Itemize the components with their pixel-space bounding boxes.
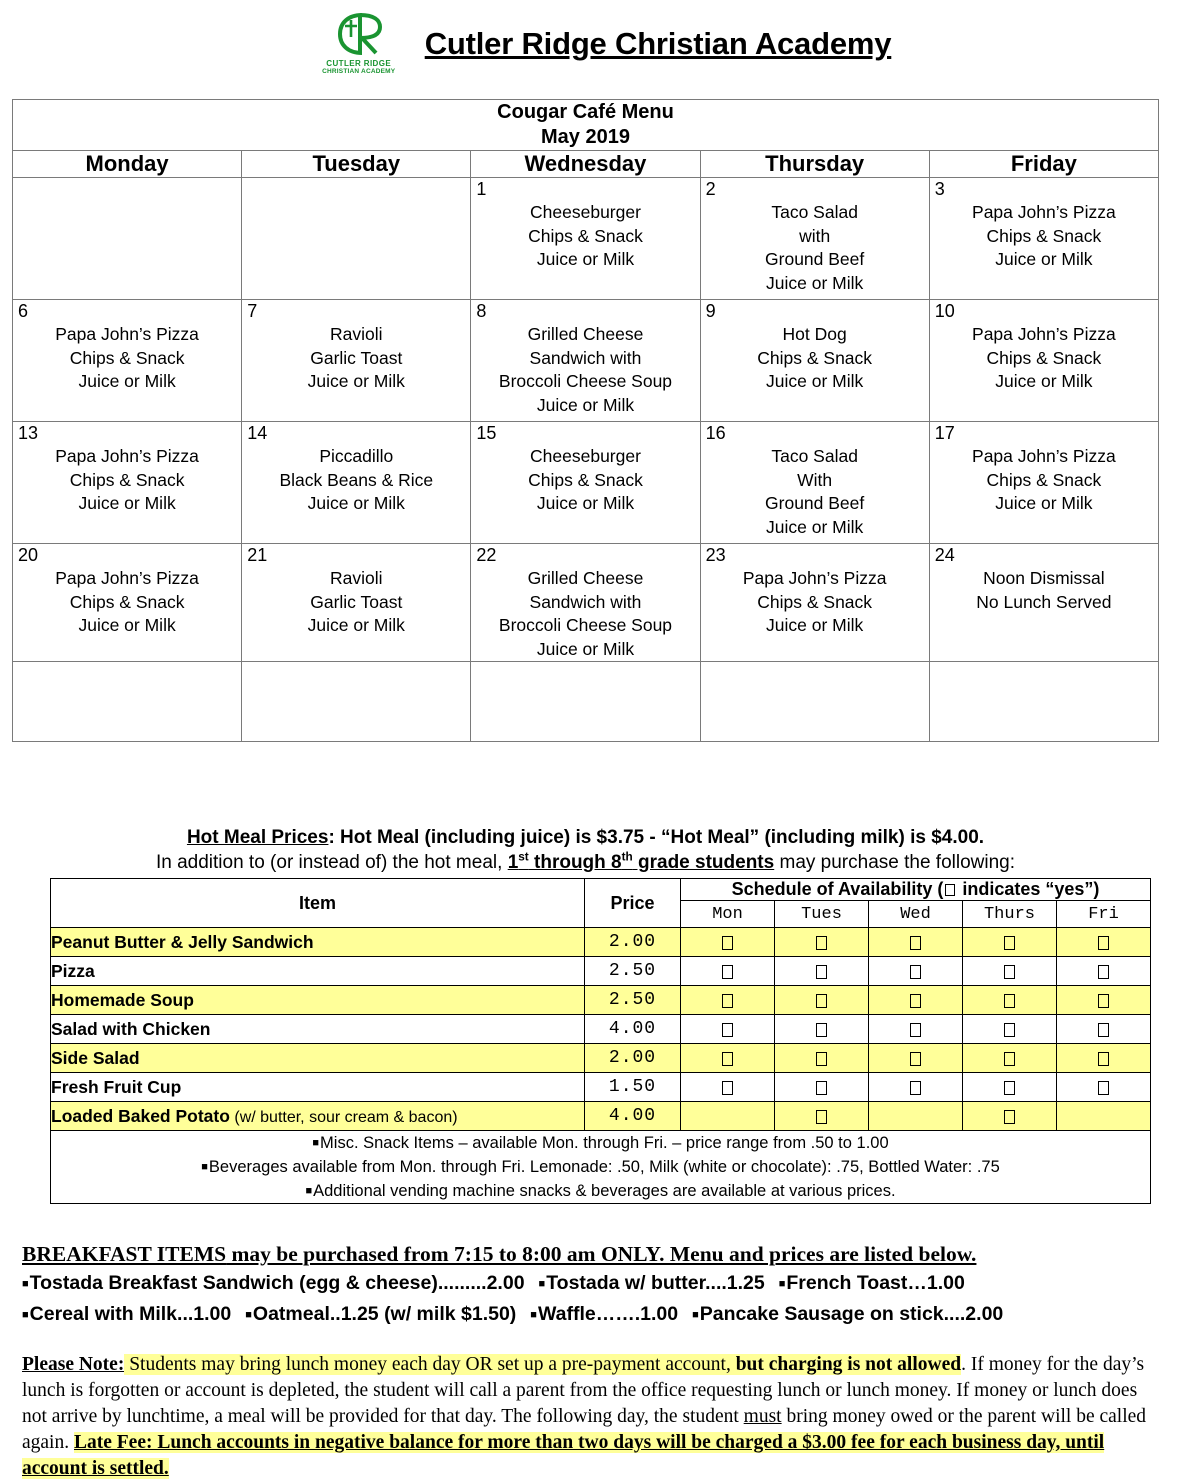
- checkbox-icon[interactable]: [816, 994, 827, 1008]
- calendar-week-row: [13, 300, 1159, 422]
- day-header-monday: Monday: [13, 151, 242, 178]
- calendar-menu-items: [930, 178, 1158, 272]
- day-header-tuesday: Tuesday: [242, 151, 471, 178]
- availability-checkbox-cell[interactable]: [775, 986, 869, 1015]
- calendar-menu-item: Juice or Milk: [78, 493, 176, 513]
- calendar-menu-item: Ground Beef: [765, 249, 865, 269]
- calendar-empty-cell: [13, 662, 242, 742]
- square-bullet-icon: ■: [530, 1309, 537, 1321]
- breakfast-item: French Toast…1.00: [786, 1272, 965, 1294]
- availability-checkbox-cell[interactable]: [681, 1073, 775, 1102]
- breakfast-item: Tostada Breakfast Sandwich (egg & cheese).........2.00: [29, 1272, 525, 1294]
- calendar-menu-items: [930, 422, 1158, 516]
- availability-header-row: [51, 879, 1151, 901]
- calendar-menu-item: Taco Salad: [771, 446, 858, 466]
- calendar-day-number: 1: [476, 179, 487, 199]
- availability-table: [50, 878, 1151, 1204]
- availability-empty-cell: [681, 1102, 775, 1131]
- calendar-menu-items: [13, 300, 241, 394]
- calendar-day-number: 20: [18, 545, 39, 565]
- calendar-day-cell: [471, 300, 700, 422]
- calendar-menu-item: Juice or Milk: [766, 516, 864, 537]
- day-col-mon: Mon: [681, 901, 775, 928]
- calendar-title-line-2: May 2019: [541, 126, 630, 148]
- calendar-day-cell: [242, 422, 471, 544]
- calendar-menu-item: Ground Beef: [765, 493, 865, 513]
- checkbox-icon[interactable]: [1098, 1023, 1109, 1037]
- checkbox-icon[interactable]: [910, 994, 921, 1008]
- calendar-body: [13, 178, 1159, 742]
- checkbox-icon[interactable]: [816, 1052, 827, 1066]
- availability-checkbox-cell[interactable]: [1057, 928, 1151, 957]
- breakfast-section: [22, 1240, 1162, 1330]
- calendar-menu-item: No Lunch Served: [976, 591, 1112, 612]
- availability-checkbox-cell[interactable]: [963, 1015, 1057, 1044]
- please-note-label: Please Note:: [22, 1354, 125, 1375]
- calendar-menu-item: Juice or Milk: [307, 615, 405, 635]
- checkbox-icon[interactable]: [1004, 1110, 1015, 1124]
- day-col-thurs: Thurs: [963, 901, 1057, 928]
- calendar-week-row: [13, 662, 1159, 742]
- calendar-menu-item: Chips & Snack: [69, 591, 185, 612]
- calendar-menu-item: Papa John’s Pizza: [55, 324, 199, 344]
- square-bullet-icon: ■: [22, 1309, 29, 1321]
- column-header-schedule: [681, 879, 1151, 901]
- availability-item-price: 1.50: [585, 1073, 681, 1102]
- availability-checkbox-cell[interactable]: [963, 1102, 1057, 1131]
- breakfast-items-line-1: [22, 1268, 1162, 1299]
- availability-checkbox-cell[interactable]: [775, 1015, 869, 1044]
- checkbox-icon[interactable]: [1004, 1052, 1015, 1066]
- page-header: [0, 0, 1200, 88]
- checkbox-icon[interactable]: [910, 936, 921, 950]
- calendar-menu-item: Juice or Milk: [78, 371, 176, 391]
- calendar-day-cell: [242, 544, 471, 662]
- calendar-menu-items: [930, 300, 1158, 394]
- calendar-menu-item: Juice or Milk: [536, 493, 635, 513]
- calendar-day-number: 21: [247, 545, 268, 565]
- breakfast-item: Waffle…….1.00: [537, 1303, 679, 1325]
- availability-checkbox-cell[interactable]: [775, 1073, 869, 1102]
- availability-checkbox-cell[interactable]: [869, 957, 963, 986]
- availability-checkbox-cell[interactable]: [963, 1073, 1057, 1102]
- column-header-price: Price: [585, 879, 681, 928]
- calendar-menu-item: Juice or Milk: [995, 493, 1093, 513]
- availability-checkbox-cell[interactable]: [681, 986, 775, 1015]
- calendar-menu-items: [13, 544, 241, 638]
- availability-row: [51, 1102, 1151, 1131]
- availability-checkbox-cell[interactable]: [775, 1102, 869, 1131]
- calendar-menu-item: Chips & Snack: [757, 347, 873, 368]
- calendar-menu-item: Chips & Snack: [986, 469, 1102, 490]
- availability-item-price: 2.50: [585, 957, 681, 986]
- availability-checkbox-cell[interactable]: [869, 1073, 963, 1102]
- availability-item-price: 2.50: [585, 986, 681, 1015]
- calendar-menu-item: Juice or Milk: [78, 615, 176, 635]
- availability-item-price: 2.00: [585, 928, 681, 957]
- calendar-menu-item: Juice or Milk: [536, 249, 635, 269]
- calendar-menu-item: Chips & Snack: [69, 347, 185, 368]
- checkbox-icon[interactable]: [1004, 1023, 1015, 1037]
- availability-notes: [51, 1131, 1151, 1204]
- calendar-day-number: 9: [705, 301, 716, 321]
- calendar-menu-item: Cheeseburger: [530, 202, 641, 222]
- square-bullet-icon: ■: [692, 1309, 699, 1321]
- logo-line-1: CUTLER RIDGE: [326, 58, 392, 68]
- day-header-thursday: Thursday: [700, 151, 929, 178]
- availability-item-name: Pizza: [51, 957, 585, 986]
- availability-item-name: Side Salad: [51, 1044, 585, 1073]
- breakfast-item: Cereal with Milk...1.00: [29, 1303, 232, 1325]
- calendar-menu-items: [13, 422, 241, 516]
- calendar-menu-item: Chips & Snack: [528, 225, 643, 246]
- calendar-menu-items: [471, 422, 699, 516]
- availability-checkbox-cell[interactable]: [681, 1044, 775, 1073]
- calendar-day-number: 7: [247, 301, 258, 321]
- availability-empty-cell: [869, 1102, 963, 1131]
- calendar-menu-item: Papa John’s Pizza: [55, 568, 199, 588]
- calendar-menu-item: Chips & Snack: [528, 469, 643, 490]
- calendar-menu-items: [701, 544, 929, 638]
- calendar-menu-item: Noon Dismissal: [983, 568, 1105, 588]
- school-logo: [319, 8, 399, 80]
- breakfast-item: Pancake Sausage on stick....2.00: [699, 1303, 1004, 1325]
- calendar-day-cell: [13, 422, 242, 544]
- calendar-menu-items: [471, 178, 699, 272]
- logo-line-2: CHRISTIAN ACADEMY: [322, 67, 396, 75]
- calendar-day-cell: [13, 300, 242, 422]
- calendar-menu-item: Black Beans & Rice: [279, 469, 434, 490]
- availability-checkbox-cell[interactable]: [1057, 986, 1151, 1015]
- breakfast-heading: [22, 1240, 1162, 1268]
- availability-checkbox-cell[interactable]: [869, 986, 963, 1015]
- calendar-menu-items: [930, 544, 1158, 614]
- checkbox-icon[interactable]: [722, 936, 733, 950]
- availability-checkbox-cell[interactable]: [681, 1015, 775, 1044]
- hot-meal-prices: [12, 825, 1159, 876]
- calendar-day-cell: [929, 178, 1158, 300]
- availability-item-price: 4.00: [585, 1102, 681, 1131]
- calendar-menu-item: Juice or Milk: [307, 371, 405, 391]
- square-bullet-icon: ■: [312, 1137, 320, 1149]
- square-bullet-icon: ■: [22, 1278, 29, 1290]
- calendar-menu-item: Juice or Milk: [766, 371, 864, 391]
- calendar-menu-item: Garlic Toast: [310, 591, 403, 612]
- calendar-menu-item: With: [797, 469, 833, 490]
- calendar-menu-item: Papa John’s Pizza: [742, 568, 887, 588]
- calendar-menu-item: Papa John’s Pizza: [972, 446, 1116, 466]
- calendar-day-number: 2: [705, 179, 716, 199]
- calendar-day-number: 10: [934, 301, 955, 321]
- availability-item-price: 4.00: [585, 1015, 681, 1044]
- calendar-empty-cell: [471, 662, 700, 742]
- availability-item-name: Fresh Fruit Cup: [51, 1073, 585, 1102]
- calendar-menu-item: Ravioli: [330, 568, 383, 588]
- calendar-day-cell: [13, 544, 242, 662]
- checkbox-icon[interactable]: [722, 1081, 733, 1095]
- availability-checkbox-cell[interactable]: [963, 986, 1057, 1015]
- availability-note-line: ■Misc. Snack Items – available Mon. through Fri. – price range from .50 to 1.00: [312, 1134, 889, 1152]
- calendar-menu-item: Garlic Toast: [310, 347, 403, 368]
- hot-meal-purchase-line: [12, 850, 1159, 876]
- calendar-day-cell: [929, 544, 1158, 662]
- calendar-menu-item: Chips & Snack: [986, 225, 1102, 246]
- calendar-week-row: [13, 544, 1159, 662]
- day-col-tues: Tues: [775, 901, 869, 928]
- checkbox-icon[interactable]: [1098, 994, 1109, 1008]
- hot-meal-price-text: : Hot Meal (including juice) is $3.75 - “Hot Meal” (including milk) is $4.00.: [328, 827, 985, 848]
- calendar-day-cell: [700, 300, 929, 422]
- hot-meal-prices-label: Hot Meal Prices: [186, 827, 329, 848]
- availability-empty-cell: [1057, 1102, 1151, 1131]
- grade-range-label: 1st through 8th grade students: [507, 850, 775, 873]
- calendar-day-cell: [700, 544, 929, 662]
- calendar-menu-item: Ravioli: [330, 324, 383, 344]
- calendar-menu-item: Grilled Cheese: [527, 324, 644, 344]
- calendar-day-cell: [700, 178, 929, 300]
- calendar-empty-cell: [700, 662, 929, 742]
- calendar-menu-items: [242, 544, 470, 638]
- calendar-week-row: [13, 422, 1159, 544]
- calendar-menu-item: Papa John’s Pizza: [972, 324, 1116, 344]
- calendar-day-cell: [242, 300, 471, 422]
- calendar-day-number: 16: [705, 423, 726, 443]
- availability-checkbox-cell[interactable]: [869, 1044, 963, 1073]
- calendar-day-number: 3: [934, 179, 945, 199]
- availability-note-line: ■Additional vending machine snacks & beverages are available at various prices.: [305, 1182, 896, 1200]
- availability-checkbox-cell[interactable]: [963, 957, 1057, 986]
- calendar-menu-item: Piccadillo: [319, 446, 394, 466]
- calendar-menu-item: Papa John’s Pizza: [55, 446, 199, 466]
- calendar-menu-items: [471, 544, 699, 661]
- checkbox-icon[interactable]: [910, 1052, 921, 1066]
- calendar-menu-item: Juice or Milk: [766, 615, 864, 635]
- calendar-menu-item: Juice or Milk: [995, 371, 1093, 391]
- calendar-menu-item: Taco Salad: [771, 202, 858, 222]
- please-note-must: must: [743, 1406, 782, 1427]
- please-note-seg1: Students may bring lunch money each day OR set up a pre-payment account,: [124, 1354, 736, 1375]
- hot-meal-price-line: [12, 825, 1159, 850]
- please-note-seg3: . If money for the day’s lunch is forgotten or account is depleted, the student will call a parent from the office requesting lunch or lunch money. If money or lunch does not arrive by lunchtime, a meal will be provided for that day. The following day, the student: [22, 1354, 1145, 1427]
- availability-checkbox-cell[interactable]: [775, 957, 869, 986]
- calendar-day-cell: [929, 422, 1158, 544]
- availability-checkbox-cell[interactable]: [775, 1044, 869, 1073]
- checkbox-icon[interactable]: [722, 994, 733, 1008]
- checkbox-icon[interactable]: [816, 936, 827, 950]
- checkbox-icon[interactable]: [1098, 1052, 1109, 1066]
- checkbox-icon[interactable]: [722, 1052, 733, 1066]
- availability-checkbox-cell[interactable]: [681, 957, 775, 986]
- calendar-title-line-1: Cougar Café Menu: [497, 101, 674, 123]
- calendar-menu-item: Juice or Milk: [536, 394, 635, 415]
- calendar-day-cell: [929, 300, 1158, 422]
- breakfast-item: Tostada w/ butter....1.25: [546, 1272, 765, 1294]
- calendar-menu-item: Juice or Milk: [536, 638, 635, 659]
- cutler-ridge-monogram-icon: [332, 13, 386, 59]
- availability-checkbox-cell[interactable]: [681, 928, 775, 957]
- checkbox-icon[interactable]: [1098, 965, 1109, 979]
- calendar-day-number: 24: [934, 545, 955, 565]
- availability-body: [51, 928, 1151, 1131]
- availability-row: [51, 986, 1151, 1015]
- availability-item-sublabel: (w/ butter, sour cream & bacon): [229, 1108, 458, 1126]
- square-bullet-icon: ■: [201, 1161, 208, 1173]
- calendar-menu-item: Chips & Snack: [757, 591, 873, 612]
- calendar-menu-item: Broccoli Cheese Soup: [498, 615, 673, 635]
- please-note-seg5: bring money owed or the parent will be called again.: [22, 1406, 1147, 1453]
- calendar-day-cell: [471, 422, 700, 544]
- availability-item-name: Loaded Baked Potato (w/ butter, sour cream & bacon): [51, 1102, 585, 1131]
- availability-item-name: Homemade Soup: [51, 986, 585, 1015]
- availability-checkbox-cell[interactable]: [1057, 957, 1151, 986]
- calendar-menu-item: Juice or Milk: [995, 249, 1093, 269]
- availability-checkbox-cell[interactable]: [1057, 1073, 1151, 1102]
- availability-checkbox-cell[interactable]: [963, 1044, 1057, 1073]
- calendar-day-number: 22: [476, 545, 497, 565]
- calendar-title-row: [13, 100, 1159, 151]
- availability-checkbox-cell[interactable]: [775, 928, 869, 957]
- column-header-item: Item: [51, 879, 585, 928]
- checkbox-icon[interactable]: [722, 1023, 733, 1037]
- calendar-empty-cell: [929, 662, 1158, 742]
- calendar-menu-items: [242, 422, 470, 516]
- checkbox-icon[interactable]: [816, 965, 827, 979]
- calendar-menu-item: Chips & Snack: [69, 469, 185, 490]
- calendar-menu-item: Chips & Snack: [986, 347, 1102, 368]
- calendar-menu-items: [242, 300, 470, 394]
- square-bullet-icon: ■: [245, 1309, 252, 1321]
- menu-calendar: [12, 99, 1159, 742]
- checkbox-icon[interactable]: [816, 1023, 827, 1037]
- schedule-label-post: indicates “yes”): [957, 879, 1100, 899]
- breakfast-heading-bold: BREAKFAST ITEMS: [22, 1242, 227, 1266]
- square-bullet-icon: ■: [305, 1185, 313, 1197]
- calendar-menu-items: [701, 422, 929, 539]
- calendar-menu-item: Juice or Milk: [307, 493, 405, 513]
- availability-row: [51, 1015, 1151, 1044]
- checkbox-icon[interactable]: [1098, 1081, 1109, 1095]
- availability-notes-row: [51, 1131, 1151, 1204]
- please-note-paragraph: [22, 1352, 1158, 1482]
- availability-row: [51, 1044, 1151, 1073]
- breakfast-heading-rest: may be purchased from 7:15 to 8:00 am ONLY. Menu and prices are listed below.: [226, 1242, 977, 1266]
- availability-item-name: Salad with Chicken: [51, 1015, 585, 1044]
- calendar-menu-item: Cheeseburger: [530, 446, 641, 466]
- calendar-menu-item: with: [799, 225, 831, 246]
- calendar-menu-item: Sandwich with: [529, 591, 642, 612]
- checkbox-icon[interactable]: [910, 965, 921, 979]
- calendar-day-number: 23: [705, 545, 726, 565]
- day-col-fri: Fri: [1057, 901, 1151, 928]
- calendar-day-cell: [471, 544, 700, 662]
- calendar-menu-item: Sandwich with: [529, 347, 642, 368]
- day-col-wed: Wed: [869, 901, 963, 928]
- please-note-charging-clause: but charging is not allowed: [735, 1354, 962, 1375]
- calendar-menu-item: Papa John’s Pizza: [972, 202, 1116, 222]
- calendar-day-number: 8: [476, 301, 487, 321]
- checkbox-icon[interactable]: [1004, 965, 1015, 979]
- checkbox-legend-icon: [945, 884, 955, 896]
- checkbox-icon[interactable]: [722, 965, 733, 979]
- calendar-empty-cell: [242, 178, 471, 300]
- calendar-day-number: 15: [476, 423, 497, 443]
- checkbox-icon[interactable]: [1004, 994, 1015, 1008]
- availability-checkbox-cell[interactable]: [869, 928, 963, 957]
- calendar-week-row: [13, 178, 1159, 300]
- calendar-day-number: 13: [18, 423, 39, 443]
- checkbox-icon[interactable]: [910, 1081, 921, 1095]
- calendar-menu-item: Grilled Cheese: [527, 568, 644, 588]
- school-title: Cutler Ridge Christian Academy: [424, 26, 892, 61]
- hot-meal-purchase-post: may purchase the following:: [774, 852, 1016, 873]
- availability-row: [51, 957, 1151, 986]
- calendar-day-cell: [700, 422, 929, 544]
- calendar-day-number: 17: [934, 423, 955, 443]
- calendar-menu-item: Broccoli Cheese Soup: [498, 371, 673, 391]
- calendar-menu-item: Juice or Milk: [766, 272, 864, 293]
- availability-checkbox-cell[interactable]: [963, 928, 1057, 957]
- calendar-day-number: 6: [18, 301, 29, 321]
- calendar-menu-item: Hot Dog: [782, 324, 847, 344]
- square-bullet-icon: ■: [778, 1278, 786, 1290]
- day-header-wednesday: Wednesday: [471, 151, 700, 178]
- checkbox-icon[interactable]: [1098, 936, 1109, 950]
- calendar-menu-items: [701, 300, 929, 394]
- checkbox-icon[interactable]: [816, 1081, 827, 1095]
- availability-item-name: Peanut Butter & Jelly Sandwich: [51, 928, 585, 957]
- late-fee-clause: Late Fee: Lunch accounts in negative balance for more than two days will be charged a $3.00 fee for each business day, until account is settled.: [22, 1432, 1105, 1479]
- availability-row: [51, 928, 1151, 957]
- calendar-day-header-row: [13, 151, 1159, 178]
- hot-meal-purchase-pre: In addition to (or instead of) the hot meal,: [155, 852, 508, 873]
- calendar-day-number: 14: [247, 423, 268, 443]
- schedule-label-pre: Schedule of Availability (: [731, 879, 944, 899]
- day-header-friday: Friday: [929, 151, 1158, 178]
- calendar-title-cell: [13, 100, 1159, 151]
- checkbox-icon[interactable]: [1004, 936, 1015, 950]
- availability-checkbox-cell[interactable]: [1057, 1044, 1151, 1073]
- availability-note-line: ■Beverages available from Mon. through Fri. Lemonade: .50, Milk (white or chocolate): .75, Bottled Water: .75: [201, 1158, 1000, 1176]
- breakfast-item: Oatmeal..1.25 (w/ milk $1.50): [252, 1303, 517, 1325]
- availability-row: [51, 1073, 1151, 1102]
- breakfast-items-line-2: [22, 1299, 1162, 1330]
- square-bullet-icon: ■: [538, 1278, 546, 1290]
- calendar-menu-items: [701, 178, 929, 295]
- availability-checkbox-cell[interactable]: [1057, 1015, 1151, 1044]
- checkbox-icon[interactable]: [816, 1110, 827, 1124]
- availability-checkbox-cell[interactable]: [869, 1015, 963, 1044]
- calendar-empty-cell: [13, 178, 242, 300]
- calendar-day-cell: [471, 178, 700, 300]
- checkbox-icon[interactable]: [910, 1023, 921, 1037]
- availability-item-price: 2.00: [585, 1044, 681, 1073]
- calendar-empty-cell: [242, 662, 471, 742]
- calendar-menu-items: [471, 300, 699, 417]
- checkbox-icon[interactable]: [1004, 1081, 1015, 1095]
